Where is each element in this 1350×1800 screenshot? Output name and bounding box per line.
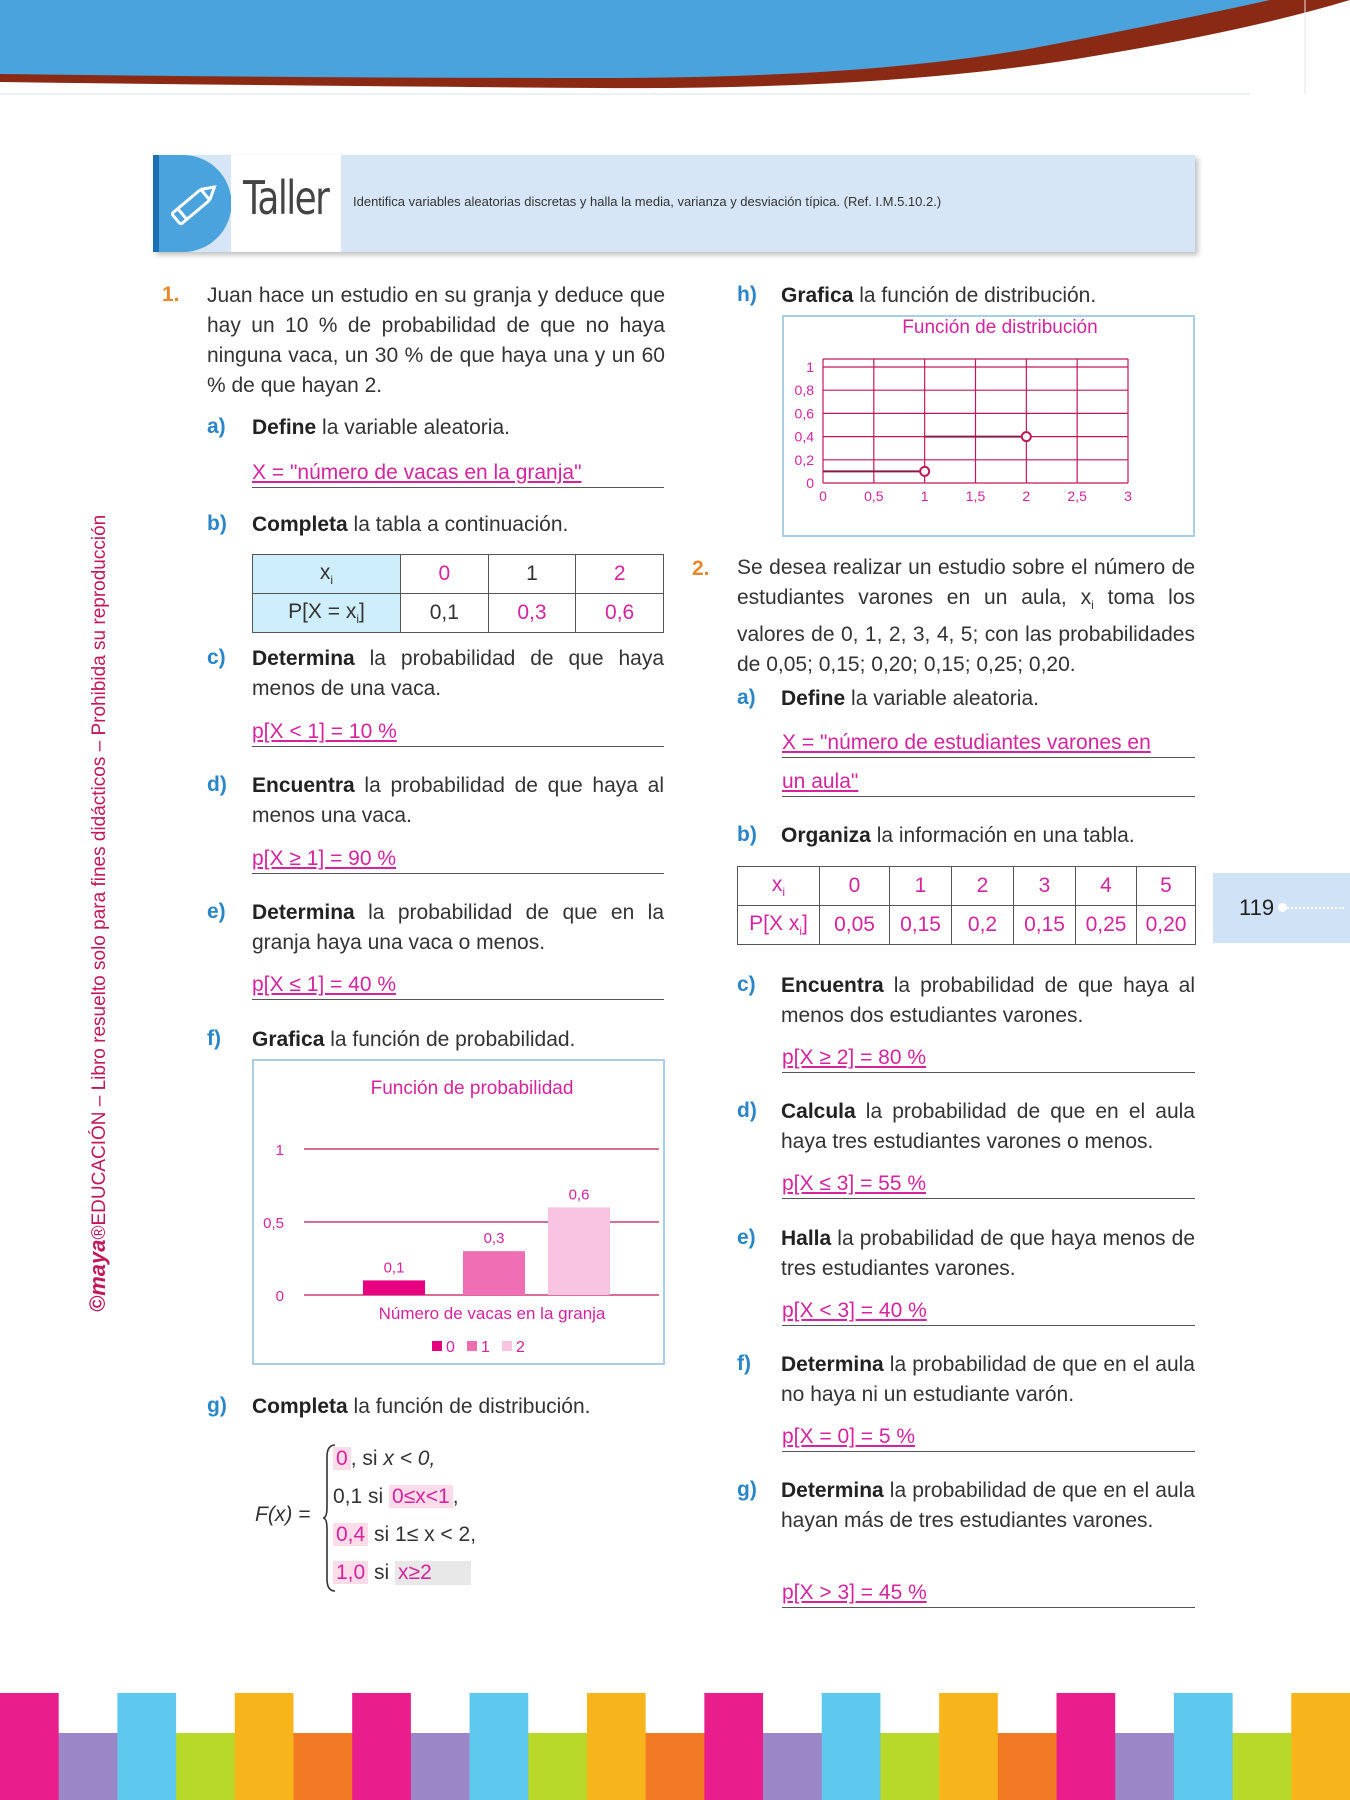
ex1-a-verb: Define bbox=[252, 416, 317, 439]
ex2-g-prompt bbox=[781, 1476, 1195, 1536]
ex1-a-answer bbox=[252, 458, 664, 488]
bar-2 bbox=[548, 1207, 610, 1295]
fx-row-1-si: , si bbox=[350, 1447, 384, 1470]
ex1-g-letter: g) bbox=[207, 1394, 227, 1417]
bar-0 bbox=[363, 1280, 425, 1295]
open-point bbox=[920, 467, 929, 476]
ex2-c-letter: c) bbox=[737, 973, 756, 996]
step-chart-y-tick: 1 bbox=[806, 359, 814, 375]
taller-description: Identifica variables aleatorias discretas y halla la media, varianza y desviación típica. (Ref. I.M.5.10.2.) bbox=[353, 194, 942, 209]
ex1-d-answer bbox=[252, 844, 664, 874]
step-chart-x-tick: 0,5 bbox=[864, 488, 884, 504]
ex2-g-letter: g) bbox=[737, 1478, 757, 1501]
step-chart-y-tick: 0,6 bbox=[794, 405, 814, 422]
ex2-a-letter: a) bbox=[737, 686, 756, 709]
ex2-a-prompt bbox=[781, 684, 1039, 714]
fx-row-2-si: si bbox=[362, 1485, 390, 1508]
step-chart-x-tick: 3 bbox=[1124, 488, 1132, 504]
pencil-icon bbox=[153, 155, 231, 252]
ex2-table-x3: 3 bbox=[1014, 867, 1076, 906]
ex1-f-verb: Grafica bbox=[252, 1028, 325, 1051]
ex2-c-answer bbox=[782, 1043, 1195, 1073]
ex2-statement-sub: i bbox=[1091, 598, 1094, 613]
fx-row-1 bbox=[333, 1447, 435, 1471]
distribution-step-chart bbox=[784, 317, 1193, 535]
ex2-statement-a: Se desea realizar un estudio sobre el número de estudiantes varones en un aula, x bbox=[737, 556, 1195, 609]
fx-row-2 bbox=[333, 1485, 459, 1509]
ex1-e-verb: Determina bbox=[252, 901, 355, 924]
page-number: 119 bbox=[1239, 895, 1275, 920]
ex1-h-verb: Grafica bbox=[781, 284, 854, 307]
step-chart-x-tick: 1,5 bbox=[965, 488, 986, 504]
fx-row-1-value: 0 bbox=[333, 1447, 351, 1470]
ex2-e-rest: la probabilidad de que haya menos de tres estudiantes varones. bbox=[781, 1227, 1195, 1280]
ex1-h-letter: h) bbox=[737, 283, 757, 306]
probability-bar-chart bbox=[254, 1061, 663, 1363]
ex2-b-verb: Organiza bbox=[781, 824, 871, 847]
ex1-table-x2: 2 bbox=[576, 555, 664, 594]
ex1-h-prompt bbox=[781, 281, 1096, 311]
bar-chart-title: Función de probabilidad bbox=[370, 1078, 574, 1099]
fx-row-2-condition: 0≤x<1 bbox=[389, 1485, 453, 1508]
step-chart-y-tick: 0 bbox=[806, 475, 814, 491]
fx-row-3-value: 0,4 bbox=[333, 1523, 368, 1546]
bar-1 bbox=[463, 1251, 525, 1295]
ex2-table-p3: 0,15 bbox=[1014, 906, 1076, 945]
bar-data-label: 0,3 bbox=[483, 1230, 505, 1248]
ex1-g-rest: la función de distribución. bbox=[347, 1395, 591, 1418]
ex2-f-answer bbox=[782, 1422, 1195, 1452]
ex2-table-x5: 5 bbox=[1137, 867, 1196, 906]
ex2-a-answer-line-1 bbox=[782, 728, 1195, 758]
ex2-f-verb: Determina bbox=[781, 1353, 884, 1376]
fx-lhs: F(x) = bbox=[255, 1503, 311, 1526]
distribution-chart-frame bbox=[782, 315, 1195, 537]
ex2-e-letter: e) bbox=[737, 1226, 756, 1249]
ex2-b-rest: la información en una tabla. bbox=[870, 824, 1135, 847]
ex2-g-rest: la probabilidad de que en el aula hayan más de tres estudiantes varones. bbox=[781, 1479, 1195, 1532]
ex2-c-answer-text: p[X ≥ 2] = 80 % bbox=[782, 1046, 927, 1069]
ex1-table-x1: 1 bbox=[488, 555, 576, 594]
ex1-c-verb: Determina bbox=[252, 647, 355, 670]
ex2-d-answer bbox=[782, 1169, 1195, 1199]
step-chart-y-tick: 0,2 bbox=[794, 451, 814, 468]
bar-data-label: 0,6 bbox=[568, 1186, 590, 1204]
ex2-a-answer-text-1: X = "número de estudiantes varones en bbox=[782, 731, 1151, 754]
ex2-d-rest: la probabilidad de que en el aula haya tres estudiantes varones o menos. bbox=[781, 1100, 1195, 1153]
probability-chart-frame bbox=[252, 1059, 665, 1365]
ex1-c-prompt bbox=[252, 644, 664, 704]
ex2-table bbox=[737, 866, 1196, 945]
distribution-function-formula bbox=[253, 1443, 513, 1593]
ex2-table-header-x: $x_i$ bbox=[738, 867, 820, 906]
fx-row-3-condition: 1≤ x < 2, bbox=[395, 1523, 477, 1546]
step-chart-x-tick: 2,5 bbox=[1067, 488, 1087, 504]
fx-row-4-si: si bbox=[368, 1561, 396, 1584]
ex2-f-rest: la probabilidad de que en el aula no haya ni un estudiante varón. bbox=[781, 1353, 1195, 1406]
copyright-vertical-text bbox=[85, 515, 111, 1312]
ex2-f-letter: f) bbox=[737, 1352, 751, 1375]
step-chart-y-tick: 0,4 bbox=[794, 428, 814, 445]
copyright-notice: ®EDUCACIÓN – Libro resuelto solo para fines didácticos – Prohibida su reproducción bbox=[89, 514, 110, 1240]
ex1-e-answer bbox=[252, 970, 664, 1000]
ex1-b-verb: Completa bbox=[252, 513, 348, 536]
ex2-table-p0: 0,05 bbox=[820, 906, 890, 945]
legend-swatch bbox=[502, 1341, 512, 1351]
ex1-f-letter: f) bbox=[207, 1027, 221, 1050]
ex2-e-answer bbox=[782, 1296, 1195, 1326]
legend-swatch bbox=[432, 1341, 442, 1351]
ex1-g-verb: Completa bbox=[252, 1395, 348, 1418]
ex2-table-x0: 0 bbox=[820, 867, 890, 906]
ex1-d-prompt bbox=[252, 771, 664, 831]
taller-header bbox=[153, 155, 1195, 252]
ex2-b-prompt bbox=[781, 821, 1135, 851]
fx-row-3 bbox=[333, 1523, 476, 1547]
fx-row-4 bbox=[333, 1561, 471, 1585]
ex1-e-prompt bbox=[252, 898, 664, 958]
ex2-e-answer-text: p[X < 3] = 40 % bbox=[782, 1299, 927, 1322]
ex2-table-x2: 2 bbox=[952, 867, 1014, 906]
ex2-table-header-p: P[X $x_i$] bbox=[738, 906, 820, 945]
fx-row-1-condition: x < 0, bbox=[383, 1447, 436, 1470]
brand-logo-text: ©maya bbox=[85, 1239, 110, 1312]
ex1-table-p1: 0,3 bbox=[488, 594, 576, 633]
ex1-c-answer bbox=[252, 717, 664, 747]
ex1-c-answer-text: p[X < 1] = 10 % bbox=[252, 720, 397, 743]
ex1-table-p0: 0,1 bbox=[401, 594, 489, 633]
bar-chart-y-tick: 0,5 bbox=[263, 1215, 284, 1232]
fx-row-3-si: si bbox=[368, 1523, 396, 1546]
ex2-statement-b: toma los valores de 0, 1, 2, 3, 4, 5; con las probabilidades de 0,05; 0,15; 0,20; 0,15; 0,25; 0,20. bbox=[737, 586, 1196, 677]
ex2-b-letter: b) bbox=[737, 823, 757, 846]
ex2-a-answer-text-2: un aula" bbox=[782, 770, 859, 793]
ex2-table-p4: 0,25 bbox=[1076, 906, 1137, 945]
ex2-table-p2: 0,2 bbox=[952, 906, 1014, 945]
ex1-table bbox=[252, 554, 664, 633]
ex2-f-answer-text: p[X = 0] = 5 % bbox=[782, 1425, 916, 1448]
bar-chart-xlabel: Número de vacas en la granja bbox=[378, 1304, 606, 1323]
bar-data-label: 0,1 bbox=[383, 1259, 405, 1277]
legend-label: 1 bbox=[481, 1339, 490, 1356]
ex1-table-x0: 0 bbox=[401, 555, 489, 594]
ex1-table-p2: 0,6 bbox=[576, 594, 664, 633]
ex2-d-letter: d) bbox=[737, 1099, 757, 1122]
bar-chart-y-tick: 1 bbox=[275, 1142, 284, 1159]
fx-row-4-condition: x≥2 bbox=[395, 1561, 471, 1585]
ex1-c-letter: c) bbox=[207, 646, 226, 669]
ex1-d-rest: la probabilidad de que haya al menos una vaca. bbox=[252, 774, 664, 827]
ex1-d-verb: Encuentra bbox=[252, 774, 355, 797]
ex2-c-prompt bbox=[781, 971, 1195, 1031]
ex2-a-answer-line-2 bbox=[782, 767, 1195, 797]
ex2-f-prompt bbox=[781, 1350, 1195, 1410]
ex1-b-prompt bbox=[252, 510, 568, 540]
bar-chart-y-tick: 0 bbox=[275, 1288, 284, 1305]
ex2-g-answer bbox=[782, 1578, 1195, 1608]
ex1-c-rest: la probabilidad de que haya menos de una vaca. bbox=[252, 647, 664, 700]
page-number-tab bbox=[1213, 873, 1350, 943]
ex2-a-rest: la variable aleatoria. bbox=[845, 687, 1039, 710]
step-chart-x-tick: 0 bbox=[819, 488, 827, 504]
ex2-g-answer-text: p[X > 3] = 45 % bbox=[782, 1581, 927, 1604]
fx-row-2-value: 0,1 bbox=[333, 1485, 363, 1508]
ex1-d-letter: d) bbox=[207, 773, 227, 796]
legend-label: 2 bbox=[516, 1339, 525, 1356]
ex1-e-answer-text: p[X ≤ 1] = 40 % bbox=[252, 973, 397, 996]
exercise-2-number: 2. bbox=[692, 557, 710, 580]
ex1-table-header-x: $x_i$ bbox=[253, 555, 401, 594]
ex2-table-p5: 0,20 bbox=[1137, 906, 1196, 945]
open-point bbox=[1022, 432, 1031, 441]
ex1-d-answer-text: p[X ≥ 1] = 90 % bbox=[252, 847, 397, 870]
ex1-a-rest: la variable aleatoria. bbox=[316, 416, 510, 439]
ex2-table-p1: 0,15 bbox=[890, 906, 952, 945]
bottom-stripes-decoration bbox=[0, 1693, 1350, 1800]
legend-label: 0 bbox=[446, 1339, 455, 1356]
exercise-1-number: 1. bbox=[162, 283, 180, 306]
ex1-b-letter: b) bbox=[207, 512, 227, 535]
exercise-1-statement: Juan hace un estudio en su granja y deduce que hay un 10 % de probabilidad de que no haya ninguna vaca, un 30 % de que haya una y un 60 % de que hayan 2. bbox=[207, 284, 665, 397]
ex2-c-rest: la probabilidad de que haya al menos dos estudiantes varones. bbox=[781, 974, 1195, 1027]
top-wave-decoration bbox=[0, 0, 1350, 100]
ex1-f-rest: la función de probabilidad. bbox=[324, 1028, 576, 1051]
ex2-e-verb: Halla bbox=[781, 1227, 832, 1250]
exercise-2-statement bbox=[737, 553, 1195, 680]
step-chart-y-tick: 0,8 bbox=[794, 382, 814, 399]
ex2-d-prompt bbox=[781, 1097, 1195, 1157]
ex1-b-rest: la tabla a continuación. bbox=[347, 513, 569, 536]
ex2-g-verb: Determina bbox=[781, 1479, 884, 1502]
ex1-h-rest: la función de distribución. bbox=[853, 284, 1097, 307]
step-chart-title: Función de distribución bbox=[902, 317, 1098, 338]
ex1-a-prompt bbox=[252, 413, 510, 443]
fx-row-2-comma: , bbox=[452, 1485, 459, 1508]
step-chart-x-tick: 1 bbox=[920, 488, 929, 504]
ex1-e-rest: la probabilidad de que en la granja haya una vaca o menos. bbox=[252, 901, 664, 954]
ex1-a-answer-text: X = "número de vacas en la granja" bbox=[252, 461, 582, 484]
taller-title: Taller bbox=[243, 171, 329, 225]
legend-swatch bbox=[467, 1341, 477, 1351]
ex1-table-header-p: $P[X = x_i]$ bbox=[253, 594, 401, 633]
ex1-f-prompt bbox=[252, 1025, 575, 1055]
ex2-e-prompt bbox=[781, 1224, 1195, 1284]
ex2-table-x4: 4 bbox=[1076, 867, 1137, 906]
ex2-table-x1: 1 bbox=[890, 867, 952, 906]
step-chart-x-tick: 2 bbox=[1022, 488, 1031, 504]
fx-row-4-value: 1,0 bbox=[333, 1561, 368, 1584]
ex2-d-answer-text: p[X ≤ 3] = 55 % bbox=[782, 1172, 927, 1195]
dots-decoration bbox=[1284, 907, 1344, 909]
ex1-e-letter: e) bbox=[207, 900, 226, 923]
ex1-g-prompt bbox=[252, 1392, 591, 1422]
ex1-a-letter: a) bbox=[207, 415, 226, 438]
ex2-d-verb: Calcula bbox=[781, 1100, 856, 1123]
ex2-a-verb: Define bbox=[781, 687, 846, 710]
ex2-c-verb: Encuentra bbox=[781, 974, 884, 997]
